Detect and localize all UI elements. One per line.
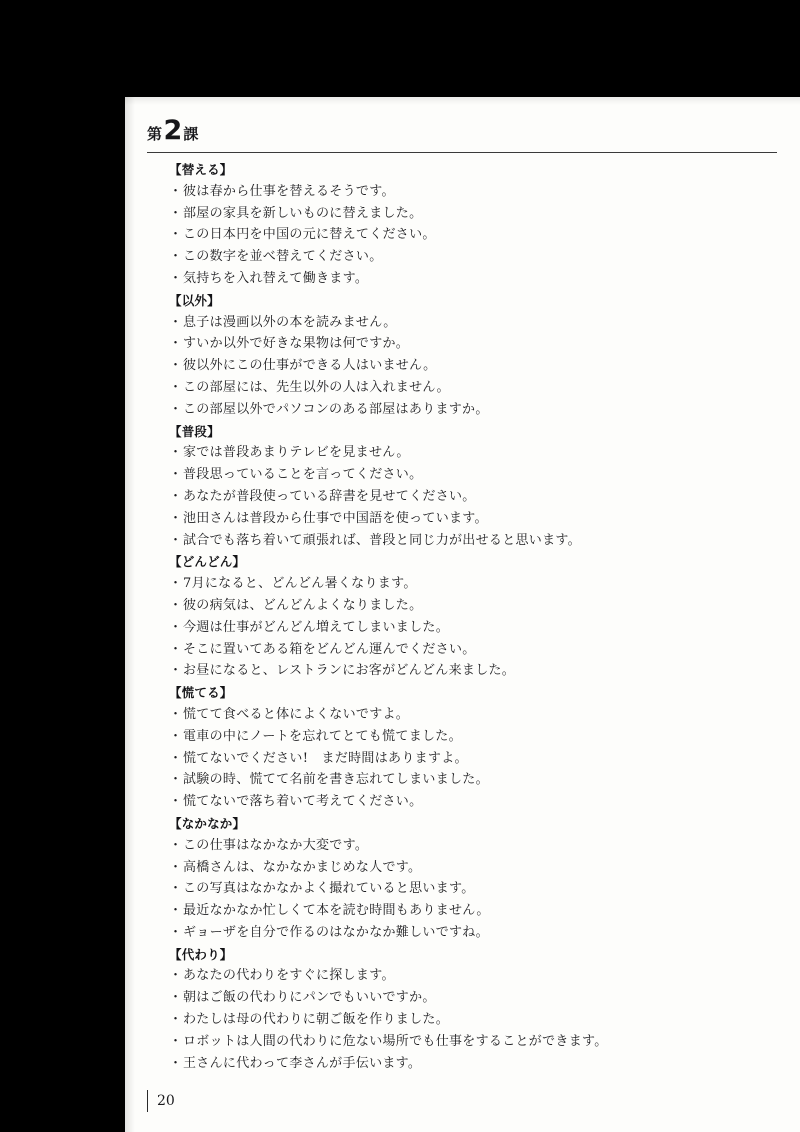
vocabulary-group-title: 【以外】 xyxy=(169,292,220,308)
bullet-icon: ・ xyxy=(169,510,183,526)
example-sentence-text: 慌てて食べると体によくないですよ。 xyxy=(183,706,410,722)
example-sentence xyxy=(169,573,769,595)
example-sentence-text: この仕事はなかなか大変です。 xyxy=(183,837,369,853)
example-sentence-text: そこに置いてある箱をどんどん運んでください。 xyxy=(183,641,476,657)
bullet-icon: ・ xyxy=(169,532,183,548)
bullet-icon: ・ xyxy=(169,205,183,221)
bullet-icon: ・ xyxy=(169,227,183,243)
bullet-icon: ・ xyxy=(169,445,183,461)
bullet-icon: ・ xyxy=(169,336,183,352)
bullet-icon: ・ xyxy=(169,990,183,1006)
example-sentence-text: 高橋さんは、なかなかまじめな人です。 xyxy=(183,859,422,875)
example-sentence xyxy=(169,857,769,879)
example-sentence-text: 息子は漫画以外の本を読みません。 xyxy=(183,314,397,330)
example-sentence xyxy=(169,224,769,246)
example-sentence xyxy=(169,922,769,944)
chapter-heading xyxy=(147,117,198,144)
example-sentence-text: 試合でも落ち着いて頑張れば、普段と同じ力が出せると思います。 xyxy=(183,532,581,548)
example-sentence-text: 最近なかなか忙しくて本を読む時間もありません。 xyxy=(183,903,490,919)
example-sentence-text: ロボットは人間の代わりに危ない場所でも仕事をすることができます。 xyxy=(183,1033,608,1049)
example-sentence-text: 試験の時、慌てて名前を書き忘れてしまいました。 xyxy=(183,772,489,788)
bullet-icon: ・ xyxy=(169,401,183,417)
example-sentence xyxy=(169,987,769,1009)
bullet-icon: ・ xyxy=(169,270,183,286)
example-sentence-text: ギョーザを自分で作るのはなかなか難しいですね。 xyxy=(183,924,489,940)
example-sentence xyxy=(169,595,769,617)
example-sentence xyxy=(169,791,769,813)
example-sentence xyxy=(169,900,769,922)
example-sentence xyxy=(169,965,769,987)
bullet-icon: ・ xyxy=(169,379,183,395)
example-sentence-text: 電車の中にノートを忘れてとても慌てました。 xyxy=(183,728,462,744)
example-sentence xyxy=(169,377,769,399)
bullet-icon: ・ xyxy=(169,249,183,265)
bullet-icon: ・ xyxy=(169,641,183,657)
bullet-icon: ・ xyxy=(169,467,183,483)
bullet-icon: ・ xyxy=(169,663,183,679)
example-sentence xyxy=(169,617,769,639)
example-sentence xyxy=(169,704,769,726)
bullet-icon: ・ xyxy=(169,314,183,330)
example-sentence xyxy=(169,355,769,377)
example-sentence xyxy=(169,246,769,268)
example-sentence-text: 彼の病気は、どんどんよくなりました。 xyxy=(183,597,423,613)
example-sentence-text: あなたの代わりをすぐに探します。 xyxy=(183,968,395,984)
example-sentence-text: すいか以外で好きな果物は何ですか。 xyxy=(183,336,410,352)
example-sentence xyxy=(169,486,769,508)
vocabulary-group-title: 【なかなか】 xyxy=(169,815,246,831)
bullet-icon: ・ xyxy=(169,1012,183,1028)
bullet-icon: ・ xyxy=(169,772,183,788)
document-page xyxy=(125,97,800,1132)
bullet-icon: ・ xyxy=(169,1055,183,1071)
example-sentence-text: 7月になると、どんどん暑くなります。 xyxy=(183,576,417,592)
example-sentence xyxy=(169,312,769,334)
example-sentence-text: 部屋の家具を新しいものに替えました。 xyxy=(183,205,423,221)
bullet-icon: ・ xyxy=(169,794,183,810)
bullet-icon: ・ xyxy=(169,358,183,374)
example-sentence-text: 彼以外にこの仕事ができる人はいません。 xyxy=(183,358,437,374)
example-sentence xyxy=(169,726,769,748)
example-sentence-text: お昼になると、レストランにお客がどんどん来ました。 xyxy=(183,663,516,679)
page-number: 20 xyxy=(157,1093,175,1109)
bullet-icon: ・ xyxy=(169,183,183,199)
bullet-icon: ・ xyxy=(169,924,183,940)
bullet-icon: ・ xyxy=(169,706,183,722)
heading-divider xyxy=(147,152,777,153)
vocabulary-group-title: 【慌てる】 xyxy=(169,685,233,701)
example-sentence xyxy=(169,660,769,682)
example-sentence xyxy=(169,442,769,464)
page-number-rule xyxy=(147,1090,148,1112)
example-sentence-text: 王さんに代わって李さんが手伝います。 xyxy=(183,1055,422,1071)
chapter-suffix: 課 xyxy=(183,125,199,143)
bullet-icon: ・ xyxy=(169,903,183,919)
chapter-number: 2 xyxy=(163,115,183,146)
example-sentence-text: この日本円を中国の元に替えてください。 xyxy=(183,227,436,243)
example-sentence-text: わたしは母の代わりに朝ご飯を作りました。 xyxy=(183,1012,450,1028)
example-sentence xyxy=(169,748,769,770)
chapter-prefix: 第 xyxy=(147,125,163,143)
example-sentence-text: 慌てないでください! まだ時間はありますよ。 xyxy=(183,750,468,766)
example-sentence-text: 気持ちを入れ替えて働きます。 xyxy=(183,270,369,286)
example-sentence xyxy=(169,1031,769,1053)
vocabulary-content xyxy=(169,159,769,1074)
example-sentence-text: あなたが普段使っている辞書を見せてください。 xyxy=(183,488,476,504)
bullet-icon: ・ xyxy=(169,728,183,744)
example-sentence xyxy=(169,399,769,421)
example-sentence xyxy=(169,464,769,486)
example-sentence-text: この数字を並べ替えてください。 xyxy=(183,249,383,265)
bullet-icon: ・ xyxy=(169,968,183,984)
bullet-icon: ・ xyxy=(169,488,183,504)
bullet-icon: ・ xyxy=(169,859,183,875)
example-sentence-text: この写真はなかなかよく撮れていると思います。 xyxy=(183,881,475,897)
example-sentence xyxy=(169,333,769,355)
bullet-icon: ・ xyxy=(169,619,183,635)
page-number-block xyxy=(147,1088,175,1114)
page-edge-shadow-top xyxy=(125,97,800,105)
example-sentence-text: 朝はご飯の代わりにパンでもいいですか。 xyxy=(183,990,436,1006)
example-sentence xyxy=(169,181,769,203)
example-sentence xyxy=(169,203,769,225)
example-sentence-text: この部屋には、先生以外の人は入れません。 xyxy=(183,379,450,395)
example-sentence xyxy=(169,530,769,552)
bullet-icon: ・ xyxy=(169,750,183,766)
example-sentence-text: 慌てないで落ち着いて考えてください。 xyxy=(183,794,423,810)
example-sentence xyxy=(169,769,769,791)
example-sentence-text: 池田さんは普段から仕事で中国語を使っています。 xyxy=(183,510,488,526)
example-sentence-text: 彼は春から仕事を替えるそうです。 xyxy=(183,183,395,199)
bullet-icon: ・ xyxy=(169,837,183,853)
bullet-icon: ・ xyxy=(169,597,183,613)
vocabulary-group-title: 【代わり】 xyxy=(169,946,233,962)
example-sentence-text: 今週は仕事がどんどん増えてしまいました。 xyxy=(183,619,450,635)
example-sentence xyxy=(169,268,769,290)
example-sentence-text: 普段思っていることを言ってください。 xyxy=(183,467,423,483)
example-sentence xyxy=(169,639,769,661)
example-sentence xyxy=(169,1053,769,1075)
bullet-icon: ・ xyxy=(169,1033,183,1049)
example-sentence-text: この部屋以外でパソコンのある部屋はありますか。 xyxy=(183,401,489,417)
bullet-icon: ・ xyxy=(169,576,183,592)
page-edge-shadow-left xyxy=(125,97,135,1132)
example-sentence-text: 家では普段あまりテレビを見ません。 xyxy=(183,445,410,461)
vocabulary-group-title: 【替える】 xyxy=(169,162,233,177)
example-sentence xyxy=(169,835,769,857)
example-sentence xyxy=(169,1009,769,1031)
example-sentence xyxy=(169,508,769,530)
vocabulary-group-title: 【どんどん】 xyxy=(169,554,246,570)
bullet-icon: ・ xyxy=(169,881,183,897)
vocabulary-group-title: 【普段】 xyxy=(169,423,220,439)
example-sentence xyxy=(169,878,769,900)
